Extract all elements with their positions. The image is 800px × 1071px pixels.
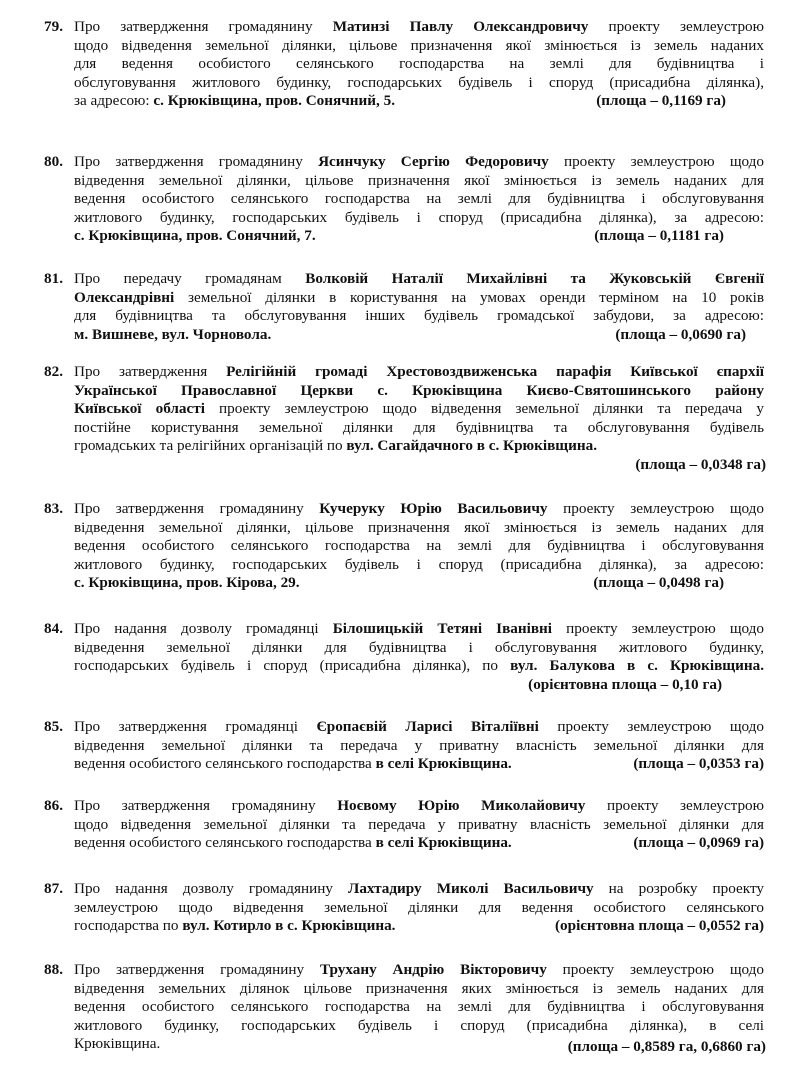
person-name: Єропаєвій Ларисі Віталіївні: [316, 718, 539, 735]
person-name: Білошицькій Тетяні Іванівні: [332, 620, 553, 637]
item-number: 84.: [44, 620, 63, 637]
list-item: 79. Про затвердження громадянину Матинзі Павлу Олександровичу проекту землеустрою щодо відведення земельної ділянки, цільове призначення якої змінюється із земель наданих для ведення особистого селянського господарства на землі для будівництва і обслуговування житлового будинку, господарських будівель і споруд (присадибна ділянка), за адресою: с. Крюківщина, пров. Сонячний, 5. (площа – 0,1169 га): [44, 18, 764, 110]
address: вул. Балукова в с. Крюківщина.: [510, 657, 764, 675]
item-number: 79.: [44, 18, 63, 35]
area-value: (площа – 0,0348 га): [635, 455, 766, 473]
person-name: Волковій Наталії Михайлівні та Жуковській Євгенії: [305, 270, 764, 287]
item-number: 81.: [44, 270, 63, 287]
area-value: (площа – 0,1181 га): [594, 227, 724, 245]
list-item: 80. Про затвердження громадянину Ясинчуку Сергію Федоровичу проекту землеустрою щодо відведення земельної ділянки, цільове призначення якої змінюється із земель наданих для ведення особистого селянського господарства на землі для будівництва і обслуговування житлового будинку, господарських будівель і споруд (присадибна ділянка), за адресою: с. Крюківщина, пров. Сонячний, 7. (площа – 0,1181 га): [44, 153, 764, 245]
item-number: 83.: [44, 500, 63, 517]
area-value: (орієнтовна площа – 0,0552 га): [554, 917, 764, 935]
address: в селі Крюківщина.: [375, 755, 512, 773]
area-value: (площа – 0,0353 га): [633, 755, 764, 773]
item-number: 88.: [44, 961, 63, 978]
list-item: 86. Про затвердження громадянину Ноєвому Юрію Миколайовичу проекту землеустрою щодо відведення земельної ділянки та передача у приватну власність земельної ділянки для ведення особистого селянського господарства в селі Крюківщина. (площа – 0,0969 га): [44, 797, 764, 852]
address: с. Крюківщина, пров. Сонячний, 5.: [153, 92, 396, 110]
organization-name: Релігійній громаді Хрестовоздвиженська парафія Київської єпархії: [226, 363, 765, 380]
person-name: Трухану Андрію Вікторовичу: [319, 961, 547, 978]
item-number: 85.: [44, 718, 63, 735]
list-item: 82. Про затвердження Релігійній громаді Хрестовоздвиженська парафія Київської єпархії Української Православної Церкви с. Крюківщина Києво-Святошинського району Київської області проекту землеустрою щодо відведення земельної ділянки та передача у постійне користування земельної ділянки для будівництва та обслуговування будівель громадських та релігійних організацій по вул. Сагайдачного в с. Крюківщина. (площа – 0,0348 га): [44, 363, 766, 473]
address: с. Крюківщина, пров. Сонячний, 7.: [74, 227, 316, 245]
list-item: 84. Про надання дозволу громадянці Білошицькій Тетяні Іванівні проекту землеустрою щодо відведення земельної ділянки для будівництва і обслуговування житлового будинку, господарських будівель і споруд (присадибна ділянка), по вул. Балукова в с. Крюківщина. (орієнтовна площа – 0,10 га): [44, 620, 765, 693]
list-item: 81. Про передачу громадянам Волковій Наталії Михайлівні та Жуковській Євгенії Олександрівні земельної ділянки в користування на умовах оренди терміном на 10 років для будівництва та обслуговування інших будівель громадської забудови, за адресою: м. Вишневе, вул. Чорновола. (площа – 0,0690 га): [44, 270, 764, 343]
person-name: Ясинчуку Сергію Федоровичу: [318, 153, 549, 170]
item-number: 87.: [44, 880, 63, 897]
item-number: 80.: [44, 153, 63, 170]
organization-name: Української Православної Церкви с. Крюківщина Києво-Святошинського району: [74, 381, 764, 399]
list-item: 88. Про затвердження громадянину Трухану Андрію Вікторовичу проекту землеустрою щодо відведення земельних ділянок цільове призначення яких змінюється із земель наданих для ведення особистого селянського господарства на землі для будівництва і обслуговування житлового будинку, господарських будівель і споруд (присадибна ділянка), в селі Крюківщина. (площа – 0,8589 га, 0,6860 га): [44, 961, 766, 1056]
person-name: Матинзі Павлу Олександровичу: [332, 18, 589, 35]
area-value: (площа – 0,0498 га): [593, 574, 724, 592]
person-name: Лахтадиру Миколі Васильовичу: [348, 880, 594, 897]
address: м. Вишневе, вул. Чорновола.: [74, 325, 272, 343]
item-number: 86.: [44, 797, 63, 814]
area-value: (площа – 0,0690 га): [615, 325, 746, 343]
address: вул. Котирло в с. Крюківщина.: [182, 917, 396, 935]
area-value: (площа – 0,1169 га): [596, 92, 726, 110]
address: в селі Крюківщина.: [375, 834, 512, 852]
address: с. Крюківщина, пров. Кірова, 29.: [74, 574, 300, 592]
item-number: 82.: [44, 363, 63, 380]
list-item: 83. Про затвердження громадянину Кучеруку Юрію Васильовичу проекту землеустрою щодо відведення земельної ділянки, цільове призначення якої змінюється із земель наданих для ведення особистого селянського господарства на землі для будівництва і обслуговування житлового будинку, господарських будівель і споруд (присадибна ділянка), за адресою: с. Крюківщина, пров. Кірова, 29. (площа – 0,0498 га): [44, 500, 764, 592]
person-name: Ноєвому Юрію Миколайовичу: [337, 797, 586, 814]
person-name: Кучеруку Юрію Васильовичу: [319, 500, 548, 517]
list-item: 87. Про надання дозволу громадянину Лахтадиру Миколі Васильовичу на розробку проекту землеустрою щодо відведення земельної ділянки для ведення особистого селянського господарства по вул. Котирло в с. Крюківщина. (орієнтовна площа – 0,0552 га): [44, 880, 764, 935]
area-value: (орієнтовна площа – 0,10 га): [528, 675, 722, 693]
address: вул. Сагайдачного в с. Крюківщина.: [346, 437, 598, 455]
list-item: 85. Про затвердження громадянці Єропаєвій Ларисі Віталіївні проекту землеустрою щодо відведення земельної ділянки та передача у приватну власність земельної ділянки для ведення особистого селянського господарства в селі Крюківщина. (площа – 0,0353 га): [44, 718, 764, 773]
organization-name: Київської області: [74, 400, 205, 418]
area-value: (площа – 0,0969 га): [633, 834, 764, 852]
area-value: (площа – 0,8589 га, 0,6860 га): [567, 1038, 766, 1056]
person-name: Олександрівні: [74, 288, 175, 306]
